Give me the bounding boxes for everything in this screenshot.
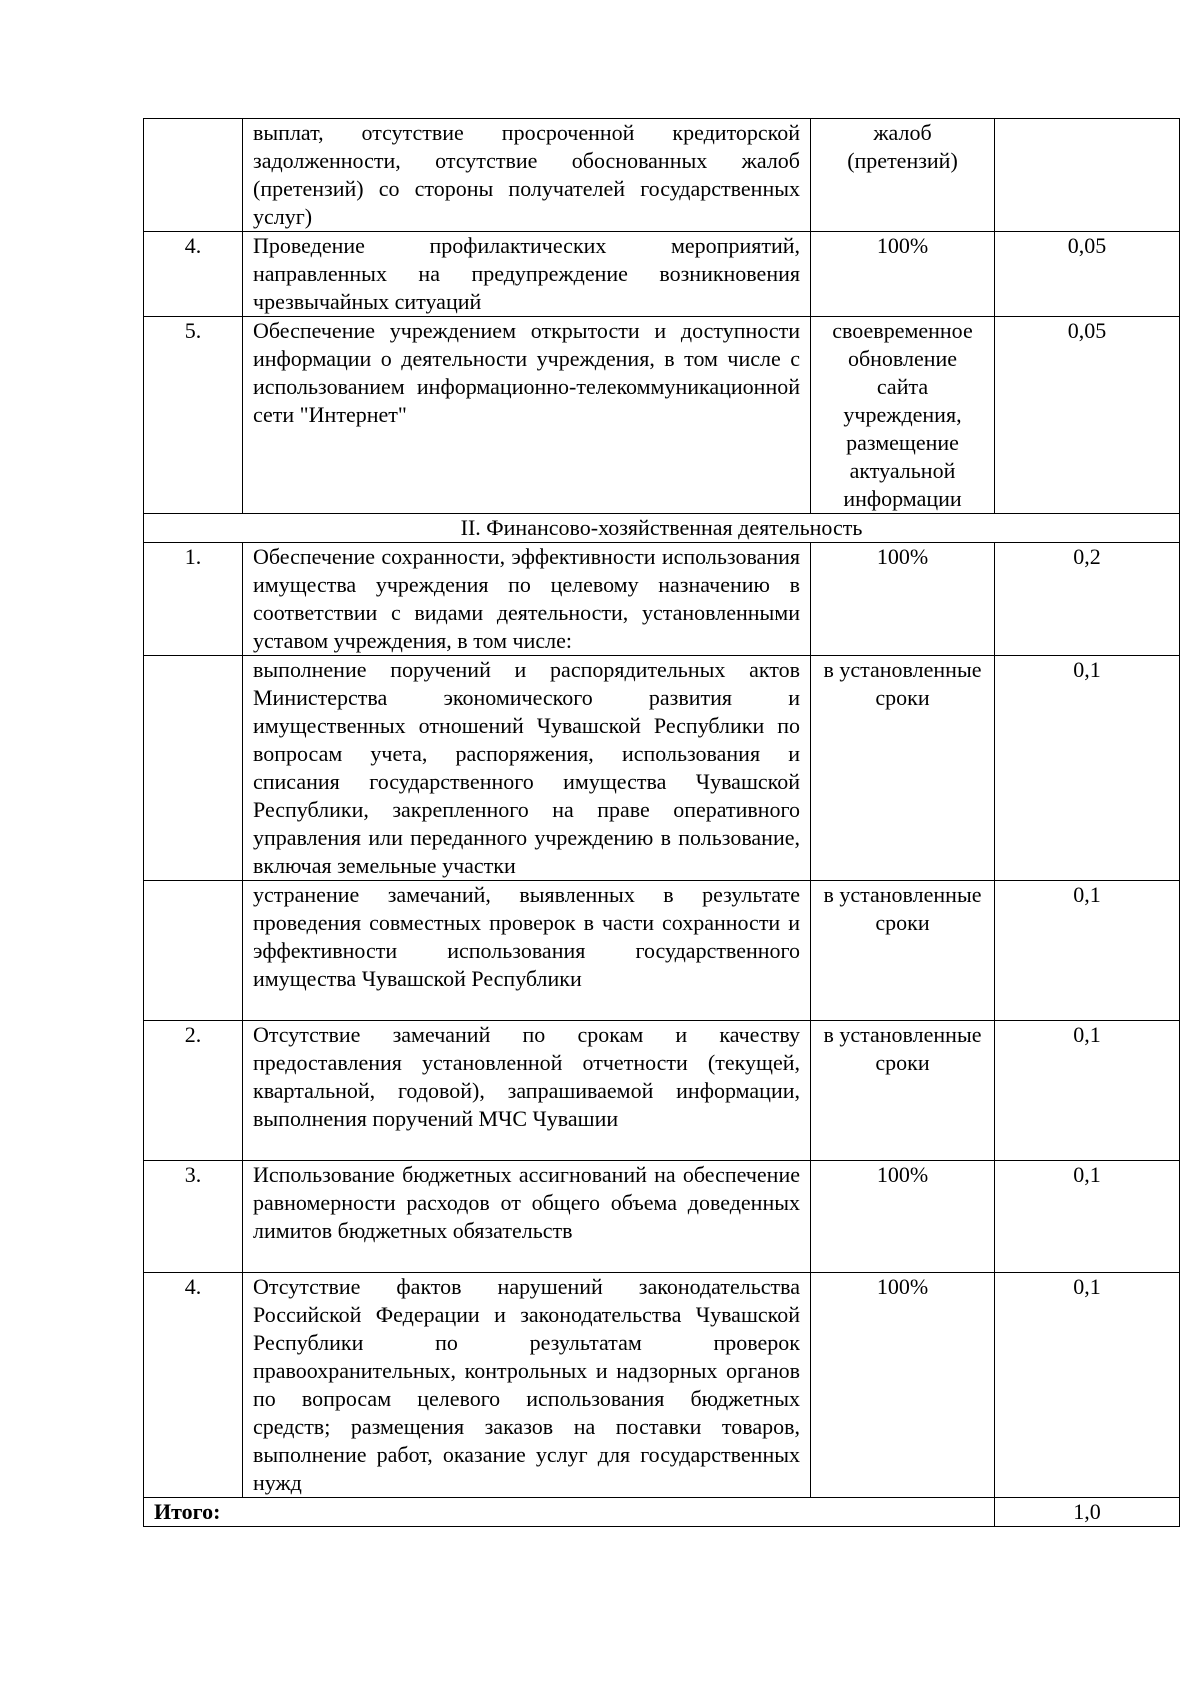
total-row [144,1498,1180,1527]
indicator-text: выплат, отсутствие просроченной кредиторской задолженности, отсутствие обоснованных жалоб (претензий) со стороны получателей государственных услуг) [243,119,811,232]
weight-value: 0,1 [995,656,1180,881]
row-number [144,656,243,881]
table-row [144,656,1180,881]
indicator-text: Проведение профилактических мероприятий, направленных на предупреждение возникновения чрезвычайных ситуаций [243,232,811,317]
criterion-text: 100% [811,1161,995,1273]
document-page [143,118,1179,1527]
weight-value: 0,2 [995,543,1180,656]
indicator-text: Обеспечение учреждением открытости и доступности информации о деятельности учреждения, в том числе с использованием информационно-телекоммуникационной сети "Интернет" [243,317,811,514]
indicator-text: Отсутствие замечаний по срокам и качеству предоставления установленной отчетности (текущей, квартальной, годовой), запрашиваемой информации, выполнения поручений МЧС Чувашии [243,1021,811,1161]
table-row [144,119,1180,232]
criterion-text: в установленные сроки [811,881,995,1021]
table-row [144,1161,1180,1273]
table-row [144,881,1180,1021]
row-number: 3. [144,1161,243,1273]
table-row [144,1273,1180,1498]
weight-value: 0,1 [995,1021,1180,1161]
weight-value: 0,1 [995,881,1180,1021]
row-number: 1. [144,543,243,656]
table-row [144,1021,1180,1161]
criterion-text: 100% [811,232,995,317]
row-number: 4. [144,1273,243,1498]
table-row [144,317,1180,514]
criterion-text: в установленные сроки [811,1021,995,1161]
indicators-table [143,118,1180,1527]
section-title: II. Финансово-хозяйственная деятельность [144,514,1180,543]
criterion-text: в установленные сроки [811,656,995,881]
indicator-text: Отсутствие фактов нарушений законодательства Российской Федерации и законодательства Чувашской Республики по результатам проверок правоохранительных, контрольных и надзорных органов по вопросам целевого использования бюджетных средств; размещения заказов на поставки товаров, выполнение работ, оказание услуг для государственных нужд [243,1273,811,1498]
indicator-text: Использование бюджетных ассигнований на обеспечение равномерности расходов от общего объема доведенных лимитов бюджетных обязательств [243,1161,811,1273]
indicator-text: Обеспечение сохранности, эффективности использования имущества учреждения по целевому назначению в соответствии с видами деятельности, установленными уставом учреждения, в том числе: [243,543,811,656]
weight-value: 0,1 [995,1161,1180,1273]
criterion-text: своевременное обновление сайта учреждения, размещение актуальной информации [811,317,995,514]
table-row [144,232,1180,317]
total-label: Итого: [144,1498,995,1527]
row-number: 5. [144,317,243,514]
indicator-text: устранение замечаний, выявленных в результате проведения совместных проверок в части сохранности и эффективности использования государственного имущества Чувашской Республики [243,881,811,1021]
criterion-text: жалоб (претензий) [811,119,995,232]
total-value: 1,0 [995,1498,1180,1527]
row-number: 4. [144,232,243,317]
indicator-text: выполнение поручений и распорядительных актов Министерства экономического развития и имущественных отношений Чувашской Республики по вопросам учета, распоряжения, использования и списания государственного имущества Чувашской Республики, закрепленного на праве оперативного управления или переданного учреждению в пользование, включая земельные участки [243,656,811,881]
weight-value: 0,1 [995,1273,1180,1498]
criterion-text: 100% [811,543,995,656]
section-header-row [144,514,1180,543]
weight-value: 0,05 [995,232,1180,317]
weight-value [995,119,1180,232]
table-row [144,543,1180,656]
row-number: 2. [144,1021,243,1161]
weight-value: 0,05 [995,317,1180,514]
row-number [144,119,243,232]
criterion-text: 100% [811,1273,995,1498]
row-number [144,881,243,1021]
